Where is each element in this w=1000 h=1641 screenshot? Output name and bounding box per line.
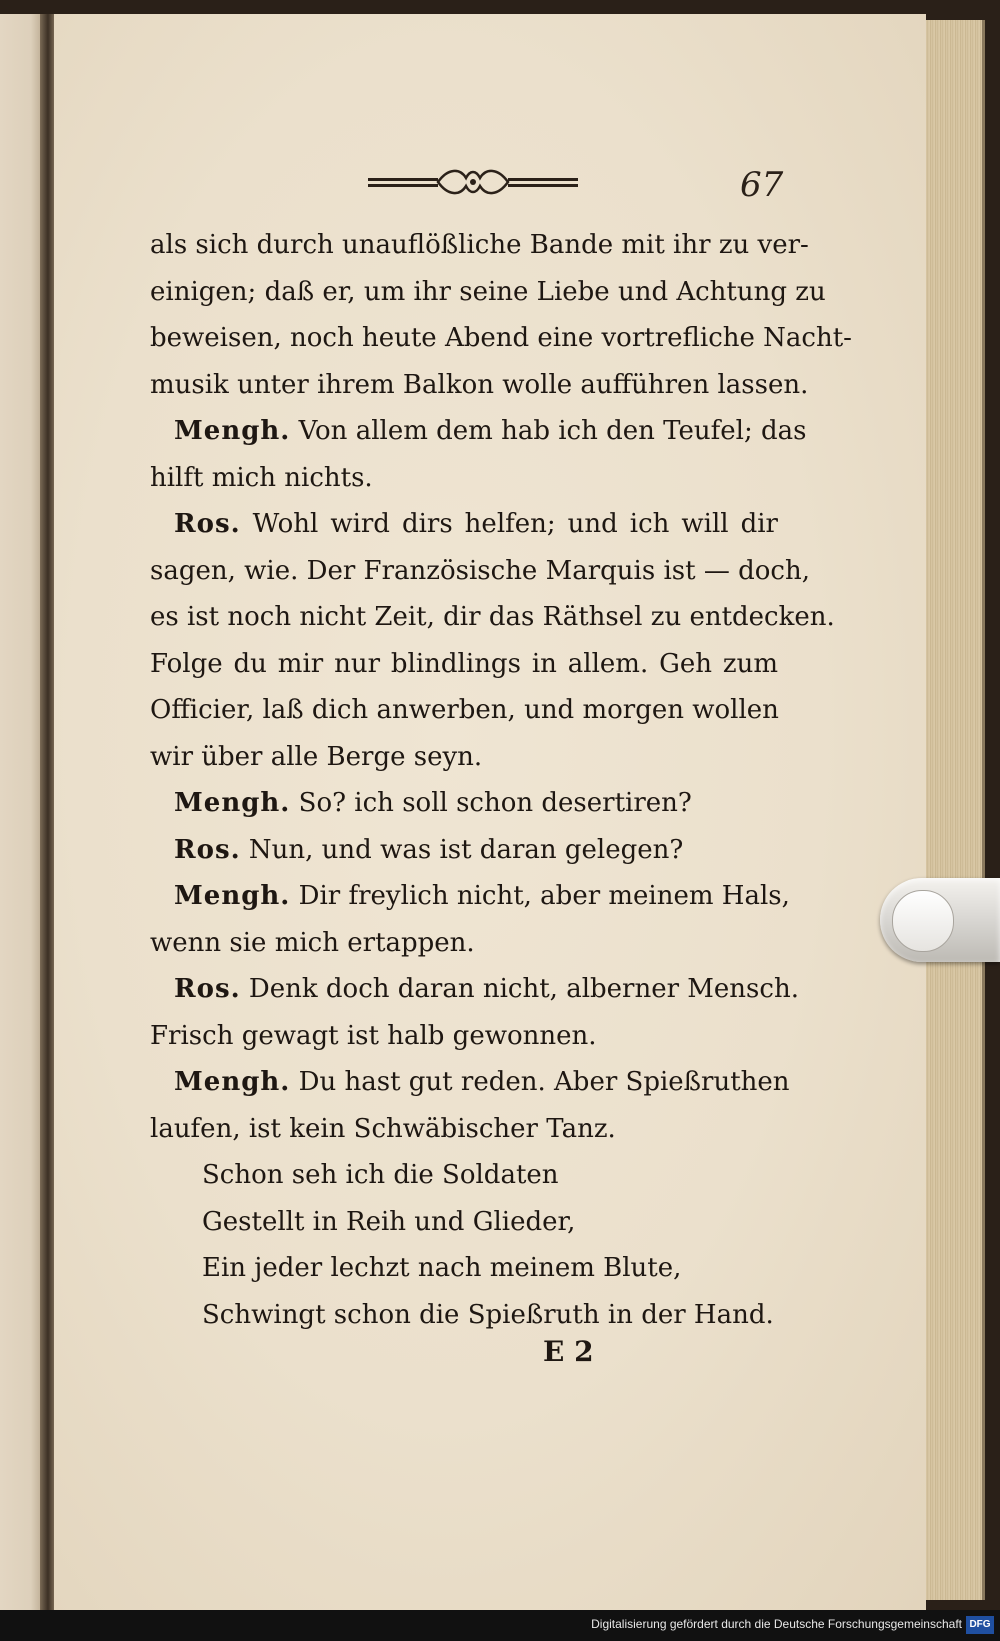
speech-text: So? ich soll schon desertiren? xyxy=(298,788,692,818)
dialogue-line: wir über alle Berge seyn. xyxy=(150,741,483,772)
dialogue-line: es ist noch nicht Zeit, dir das Räthsel zu entdecken. xyxy=(150,602,835,632)
footer-bar xyxy=(0,1610,1000,1641)
dialogue-line: Frisch gewagt ist halb gewonnen. xyxy=(150,1020,597,1051)
text-line: musik unter ihrem Balkon wolle aufführen lassen. xyxy=(150,369,809,400)
speech-text: Nun, und was ist daran gelegen? xyxy=(248,834,684,865)
text-line: einigen; daß er, um ihr seine Liebe und Achtung zu xyxy=(150,276,826,307)
speech-text: Denk doch daran nicht, alberner Mensch. xyxy=(248,974,799,1004)
page-clip-icon xyxy=(880,878,1000,962)
speaker-name: Mengh. xyxy=(174,416,291,446)
dialogue-line xyxy=(150,873,790,920)
verse-line: Gestellt in Reih und Glieder, xyxy=(202,1206,576,1237)
speech-text: Wohl wird dirs helfen; und ich will dir xyxy=(252,509,778,539)
speech-text: Du hast gut reden. Aber Spießruthen xyxy=(298,1067,790,1097)
speech-text: Dir freylich nicht, aber meinem Hals, xyxy=(298,881,790,911)
speaker-name: Mengh. xyxy=(174,881,291,911)
dialogue-line: Officier, laß dich anwerben, und morgen wollen xyxy=(150,695,779,725)
left-page-edge xyxy=(0,14,44,1610)
dialogue-line: wenn sie mich ertappen. xyxy=(150,927,475,958)
speaker-name: Ros. xyxy=(174,834,241,865)
dialogue-line xyxy=(150,501,778,548)
page-fore-edge xyxy=(926,20,985,1600)
dfg-logo-icon: DFG xyxy=(966,1616,994,1634)
verse-line: Ein jeder lechzt nach meinem Blute, xyxy=(202,1253,682,1283)
clip-ring-icon xyxy=(892,890,954,952)
page-text xyxy=(150,222,852,1338)
dialogue-line xyxy=(150,827,778,874)
speaker-name: Ros. xyxy=(174,974,241,1004)
verse-line: Schon seh ich die Soldaten xyxy=(202,1160,559,1190)
speech-text: Von allem dem hab ich den Teufel; das xyxy=(298,416,807,446)
footer-credit: Digitalisierung gefördert durch die Deutsche Forschungsgemeinschaft xyxy=(591,1617,962,1631)
dialogue-line: hilft mich nichts. xyxy=(150,462,373,493)
dialogue-line: Folge du mir nur blindlings in allem. Geh zum xyxy=(150,648,778,679)
page-number: 67 xyxy=(740,165,784,205)
ornament-icon xyxy=(368,166,578,198)
text-line: beweisen, noch heute Abend eine vortrefliche Nacht- xyxy=(150,323,852,353)
text-line: als sich durch unauflößliche Bande mit ihr zu ver- xyxy=(150,230,809,260)
dialogue-line xyxy=(150,408,807,455)
signature-mark: E 2 xyxy=(543,1335,594,1368)
verse-line: Schwingt schon die Spießruth in der Hand. xyxy=(202,1299,774,1330)
dialogue-line: laufen, ist kein Schwäbischer Tanz. xyxy=(150,1113,616,1144)
dialogue-line xyxy=(150,966,799,1013)
speaker-name: Mengh. xyxy=(174,788,291,818)
speaker-name: Mengh. xyxy=(174,1067,291,1097)
dialogue-line: sagen, wie. Der Französische Marquis ist — doch, xyxy=(150,555,810,586)
dialogue-line xyxy=(150,780,778,827)
speaker-name: Ros. xyxy=(174,509,241,539)
dialogue-line xyxy=(150,1059,790,1106)
